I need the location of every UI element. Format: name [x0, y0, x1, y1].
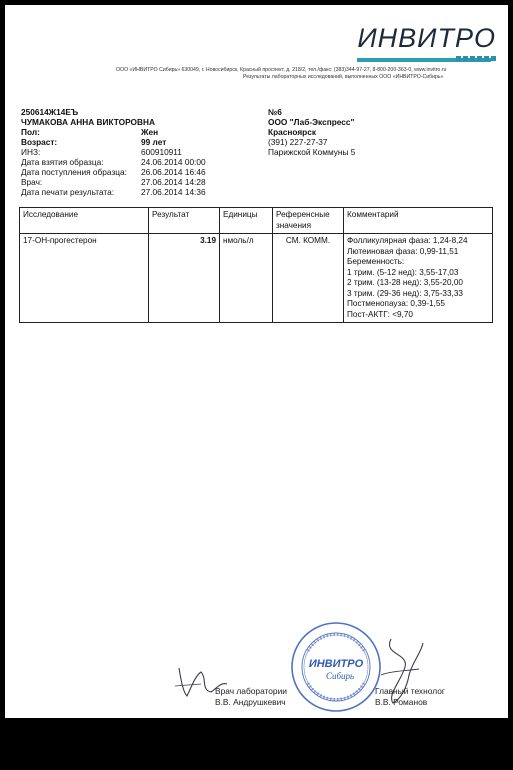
field-label: Пол:: [21, 127, 40, 137]
invitro-logo: [351, 25, 496, 65]
cell-result: 3.19: [149, 234, 220, 323]
col-comment: Комментарий: [344, 208, 493, 234]
doctor-name: В.В. Андрушкевич: [215, 697, 286, 707]
comment-line: Постменопауза: 0,39-1,55: [347, 299, 445, 308]
field-label: ИНЗ:: [21, 147, 41, 157]
comment-line: Фолликулярная фаза: 1,24-8,24: [347, 236, 468, 245]
col-reference: [273, 208, 344, 234]
address-line: ООО «ИНВИТРО Сибирь» 630049, г. Новосибирск, Красный проспект, д. 218/2, тел./факс: (383)344-97-27, 8-800-200-363-0, www.invitro.ru: [116, 67, 447, 73]
company-stamp-icon: [290, 621, 382, 713]
comment-line: Пост-АКТГ: <9,70: [347, 309, 413, 319]
order-id: 250614Ж14ЕЪ: [21, 107, 79, 117]
col-result: Результат: [149, 208, 220, 234]
cell-comment: [344, 234, 493, 323]
field-label: Возраст:: [21, 137, 58, 147]
stamp-sub-text: Сибирь: [325, 671, 355, 681]
tech-title: Главный технолог: [375, 686, 445, 696]
field-value-sex: Жен: [141, 127, 159, 137]
cell-reference: СМ. КОММ.: [273, 234, 344, 323]
clinic-phone: (391) 227-27-37: [268, 137, 328, 147]
col-reference-line1: Референсные: [276, 210, 330, 219]
col-test: Исследование: [20, 208, 149, 234]
field-value-print-date: 27.06.2014 14:36: [141, 187, 206, 197]
table-row: [20, 234, 493, 323]
patient-name: ЧУМАКОВА АННА ВИКТОРОВНА: [21, 117, 155, 127]
cell-test: 17-ОН-прогестерон: [20, 234, 149, 323]
report-page: [5, 5, 508, 718]
notice-line: Результаты лабораторных исследований, выполненных ООО «ИНВИТРО-Сибирь»: [243, 74, 444, 80]
clinic-number: №6: [268, 107, 282, 117]
col-units: Единицы: [220, 208, 273, 234]
tech-name: В.В. Романов: [375, 697, 428, 707]
logo-squares-icon: [456, 56, 496, 61]
field-value-doctor: 27.06.2014 14:28: [141, 177, 206, 187]
field-label: Дата поступления образца:: [21, 167, 127, 177]
clinic-address: Парижской Коммуны 5: [268, 147, 356, 157]
field-label: Дата взятия образца:: [21, 157, 104, 167]
field-value-inz: 600910911: [141, 147, 182, 157]
logo-text: ИНВИТРО: [357, 23, 496, 53]
table-header-row: [20, 208, 493, 234]
clinic-city: Красноярск: [268, 127, 317, 137]
comment-line: 3 трим. (29-36 нед): 3,75-33,33: [347, 288, 463, 298]
field-value-sample-date: 24.06.2014 00:00: [141, 157, 206, 167]
stamp-main-text: ИНВИТРО: [308, 658, 364, 670]
field-value-age: 99 лет: [141, 137, 167, 147]
field-value-received-date: 26.06.2014 16:46: [141, 167, 206, 177]
doctor-title: Врач лаборатории: [215, 686, 287, 696]
col-reference-line2: значения: [276, 220, 311, 230]
comment-line: 1 трим. (5-12 нед): 3,55-17,03: [347, 267, 459, 277]
field-label: Врач:: [21, 177, 43, 187]
field-label: Дата печати результата:: [21, 187, 115, 197]
cell-units: нмоль/л: [220, 234, 273, 323]
results-table: [19, 207, 493, 323]
comment-line: 2 трим. (13-28 нед): 3,55-20,00: [347, 278, 463, 287]
comment-line: Лютеиновая фаза: 0,99-11,51: [347, 246, 459, 256]
comment-line: Беременность:: [347, 257, 405, 266]
clinic-name: ООО "Лаб-Экспресс": [268, 117, 355, 127]
